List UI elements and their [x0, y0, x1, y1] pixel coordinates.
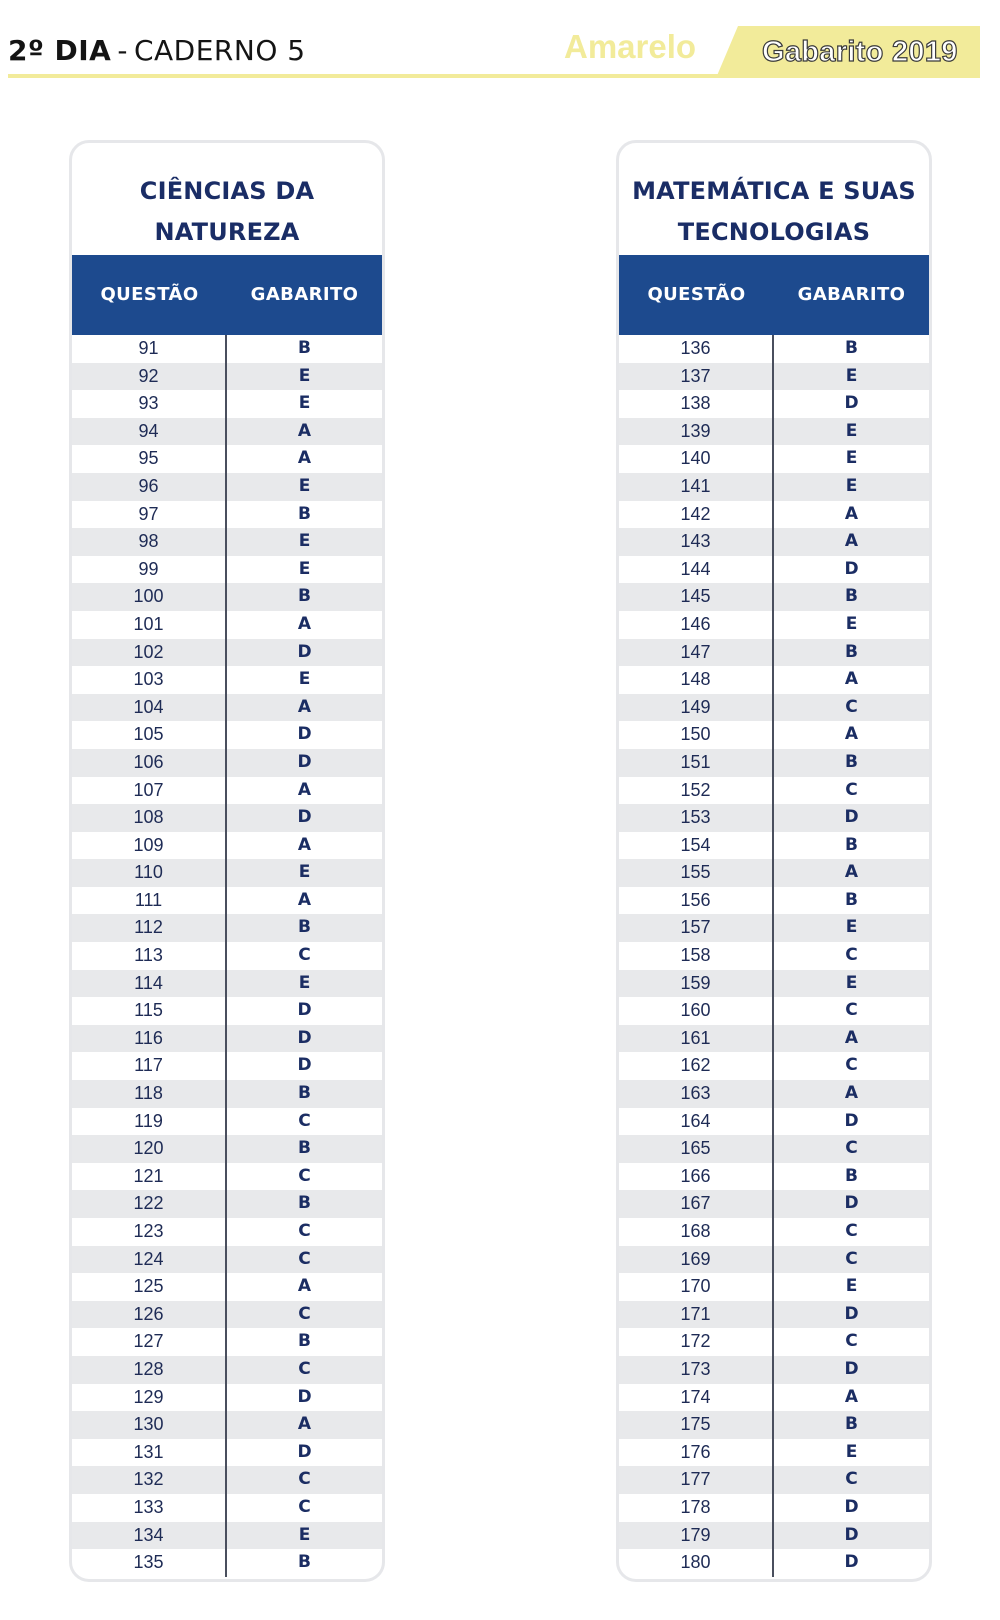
answer-letter: A: [297, 696, 312, 717]
table-row: [619, 1190, 929, 1218]
table-row: [72, 1025, 382, 1053]
table-row: [72, 1522, 382, 1550]
table-row: [619, 1522, 929, 1550]
table-row: [72, 1466, 382, 1494]
question-number: 157: [619, 914, 774, 942]
question-number: 140: [619, 445, 774, 473]
answer-letter: C: [298, 945, 311, 966]
answer-letter: B: [298, 586, 311, 607]
answer-letter: A: [297, 420, 312, 441]
answer-letter: A: [297, 448, 312, 469]
table-row: [619, 390, 929, 418]
table-row: [619, 1052, 929, 1080]
question-number: 119: [72, 1108, 227, 1136]
table-row: [619, 363, 929, 391]
table-row: [619, 1163, 929, 1191]
question-number: 166: [619, 1163, 774, 1191]
question-number: 168: [619, 1218, 774, 1246]
table-row: [72, 1494, 382, 1522]
answer-letter: E: [845, 917, 858, 938]
answer-letter: B: [298, 503, 311, 524]
question-number: 154: [619, 832, 774, 860]
answer-letter: E: [298, 365, 311, 386]
table-row: [72, 1411, 382, 1439]
answer-letter: B: [298, 917, 311, 938]
question-number: 126: [72, 1301, 227, 1329]
table-row: [72, 639, 382, 667]
answer-letter: D: [297, 1386, 312, 1407]
question-number: 169: [619, 1246, 774, 1274]
question-number: 118: [72, 1080, 227, 1108]
table-row: [72, 418, 382, 446]
answer-letter: B: [298, 1083, 311, 1104]
question-number: 148: [619, 666, 774, 694]
table-row: [619, 1080, 929, 1108]
question-number: 134: [72, 1522, 227, 1550]
answer-letter: D: [844, 1110, 859, 1131]
table-row: [72, 887, 382, 915]
mathematics-title: [619, 171, 929, 253]
question-number: 113: [72, 942, 227, 970]
answer-letter: C: [845, 1331, 858, 1352]
question-number: 110: [72, 859, 227, 887]
question-number: 122: [72, 1190, 227, 1218]
answer-letter: D: [297, 641, 312, 662]
question-number: 133: [72, 1494, 227, 1522]
question-number: 103: [72, 666, 227, 694]
booklet-color: Amarelo: [564, 28, 697, 65]
table-row: [72, 1163, 382, 1191]
question-number: 141: [619, 473, 774, 501]
answer-letter: C: [845, 1138, 858, 1159]
question-number: 107: [72, 777, 227, 805]
answer-letter: E: [845, 1441, 858, 1462]
question-number: 173: [619, 1356, 774, 1384]
table-row: [619, 583, 929, 611]
question-number: 178: [619, 1494, 774, 1522]
question-number: 93: [72, 390, 227, 418]
answer-letter: D: [844, 1193, 859, 1214]
question-number: 153: [619, 804, 774, 832]
table-row: [72, 390, 382, 418]
table-row: [72, 721, 382, 749]
answer-letter: E: [845, 448, 858, 469]
answer-letter: D: [844, 1358, 859, 1379]
table-row: [619, 749, 929, 777]
question-number: 104: [72, 694, 227, 722]
question-number: 127: [72, 1328, 227, 1356]
question-number: 152: [619, 777, 774, 805]
table-row: [72, 363, 382, 391]
answer-letter: D: [297, 1441, 312, 1462]
question-number: 162: [619, 1052, 774, 1080]
table-row: [619, 335, 929, 363]
answer-letter: B: [845, 586, 858, 607]
question-number: 144: [619, 556, 774, 584]
exam-day: 2º DIA: [8, 34, 112, 67]
answer-letter: E: [845, 613, 858, 634]
question-number: 135: [72, 1549, 227, 1577]
answer-letter: E: [845, 420, 858, 441]
table-row: [619, 1246, 929, 1274]
question-number: 129: [72, 1384, 227, 1412]
answer-letter: C: [845, 779, 858, 800]
answer-letter: C: [298, 1469, 311, 1490]
answer-letter: C: [298, 1358, 311, 1379]
table-row: [619, 777, 929, 805]
table-row: [72, 1080, 382, 1108]
header-underline: [8, 74, 720, 78]
answer-letter: E: [298, 669, 311, 690]
table-row: [619, 1411, 929, 1439]
table-row: [619, 887, 929, 915]
table-row: [72, 583, 382, 611]
table-row: [619, 473, 929, 501]
question-number: 112: [72, 914, 227, 942]
question-number: 142: [619, 501, 774, 529]
table-row: [619, 694, 929, 722]
answer-letter: A: [844, 862, 859, 883]
answer-letter: D: [844, 393, 859, 414]
question-number: 156: [619, 887, 774, 915]
question-number: 98: [72, 528, 227, 556]
question-number: 100: [72, 583, 227, 611]
question-number: 143: [619, 528, 774, 556]
answer-letter: D: [297, 1027, 312, 1048]
question-number: 105: [72, 721, 227, 749]
table-row: [619, 1108, 929, 1136]
answer-letter: B: [298, 338, 311, 358]
table-row: [72, 1135, 382, 1163]
table-row: [619, 997, 929, 1025]
question-number: 131: [72, 1439, 227, 1467]
answer-letter: B: [298, 1331, 311, 1352]
question-number: 106: [72, 749, 227, 777]
question-number: 114: [72, 970, 227, 998]
answer-letter: E: [298, 531, 311, 552]
table-row: [619, 1466, 929, 1494]
table-row: [619, 1328, 929, 1356]
question-number: 164: [619, 1108, 774, 1136]
table-row: [619, 501, 929, 529]
question-number: 177: [619, 1466, 774, 1494]
answer-letter: C: [298, 1221, 311, 1241]
question-number: 99: [72, 556, 227, 584]
table-row: [72, 1273, 382, 1301]
answer-letter: A: [297, 889, 312, 910]
table-row: [72, 832, 382, 860]
table-row: [72, 1328, 382, 1356]
question-number: 167: [619, 1190, 774, 1218]
question-number: 136: [619, 335, 774, 363]
table-row: [619, 528, 929, 556]
booklet-number: CADERNO 5: [133, 34, 306, 67]
question-number: 176: [619, 1439, 774, 1467]
question-number: 165: [619, 1135, 774, 1163]
table-row: [72, 749, 382, 777]
answer-rows: [619, 335, 929, 1577]
question-number: 97: [72, 501, 227, 529]
table-row: [72, 1356, 382, 1384]
table-row: [72, 528, 382, 556]
table-row: [72, 1108, 382, 1136]
answer-key-tab: [716, 26, 980, 78]
table-row: [72, 335, 382, 363]
question-number: 149: [619, 694, 774, 722]
answer-letter: C: [845, 1000, 858, 1021]
table-row: [72, 1190, 382, 1218]
table-row: [619, 1494, 929, 1522]
question-number: 180: [619, 1549, 774, 1577]
question-number: 117: [72, 1052, 227, 1080]
answer-letter: D: [844, 1524, 859, 1545]
answer-letter: B: [845, 641, 858, 662]
question-number: 123: [72, 1218, 227, 1246]
question-number: 158: [619, 942, 774, 970]
answer-letter: D: [844, 1496, 859, 1517]
page-header: [0, 0, 1000, 90]
answer-letter: A: [297, 1414, 312, 1435]
answer-letter: A: [297, 1276, 312, 1297]
table-row: [619, 1135, 929, 1163]
question-number: 116: [72, 1025, 227, 1053]
title-line-2: TECNOLOGIAS: [677, 218, 871, 246]
table-row: [72, 1549, 382, 1577]
question-number: 95: [72, 445, 227, 473]
mathematics-card: [616, 140, 932, 1582]
question-number: 151: [619, 749, 774, 777]
answer-letter: A: [844, 503, 859, 524]
table-row: [72, 777, 382, 805]
column-header-answer: GABARITO: [250, 284, 359, 305]
answer-letter: A: [844, 531, 859, 552]
question-number: 109: [72, 832, 227, 860]
table-row: [619, 1218, 929, 1246]
table-row: [619, 1384, 929, 1412]
answer-letter: E: [298, 558, 311, 579]
answer-letter: D: [844, 558, 859, 579]
table-row: [72, 942, 382, 970]
answer-letter: D: [844, 1552, 859, 1573]
question-number: 145: [619, 583, 774, 611]
table-row: [619, 445, 929, 473]
table-row: [619, 859, 929, 887]
question-number: 179: [619, 1522, 774, 1550]
answer-letter: E: [845, 365, 858, 386]
table-row: [72, 1218, 382, 1246]
question-number: 159: [619, 970, 774, 998]
table-row: [72, 473, 382, 501]
answer-letter: A: [297, 834, 312, 855]
table-header: [619, 255, 929, 335]
table-row: [72, 804, 382, 832]
answer-letter: D: [297, 807, 312, 828]
question-number: 120: [72, 1135, 227, 1163]
answer-letter: A: [844, 669, 859, 690]
table-row: [619, 611, 929, 639]
answer-letter: D: [297, 1055, 312, 1076]
table-row: [72, 611, 382, 639]
answer-letter: E: [298, 862, 311, 883]
table-row: [72, 501, 382, 529]
question-number: 128: [72, 1356, 227, 1384]
table-row: [72, 970, 382, 998]
answer-letter: C: [845, 1221, 858, 1241]
question-number: 150: [619, 721, 774, 749]
table-row: [72, 1439, 382, 1467]
table-row: [619, 1439, 929, 1467]
answer-letter: A: [297, 779, 312, 800]
table-row: [619, 832, 929, 860]
answer-letter: C: [298, 1496, 311, 1517]
answer-letter: C: [298, 1165, 311, 1186]
answer-letter: C: [298, 1110, 311, 1131]
answer-key-title: Gabarito 2019: [762, 36, 958, 68]
question-number: 111: [72, 887, 227, 915]
table-row: [72, 1246, 382, 1274]
answer-letter: E: [845, 972, 858, 993]
question-number: 170: [619, 1273, 774, 1301]
question-number: 115: [72, 997, 227, 1025]
table-row: [72, 666, 382, 694]
title-line-1: MATEMÁTICA E SUAS: [632, 177, 916, 205]
table-row: [619, 1356, 929, 1384]
answer-letter: A: [297, 613, 312, 634]
table-row: [72, 914, 382, 942]
answer-letter: E: [298, 393, 311, 414]
question-number: 92: [72, 363, 227, 391]
column-header-question: QUESTÃO: [647, 284, 746, 305]
question-number: 138: [619, 390, 774, 418]
table-row: [619, 804, 929, 832]
question-number: 132: [72, 1466, 227, 1494]
answer-letter: B: [845, 889, 858, 910]
answer-letter: A: [844, 1083, 859, 1104]
question-number: 102: [72, 639, 227, 667]
question-number: 94: [72, 418, 227, 446]
answer-letter: C: [845, 1469, 858, 1490]
table-row: [72, 997, 382, 1025]
answer-letter: D: [844, 1303, 859, 1324]
column-header-question: QUESTÃO: [100, 284, 199, 305]
answer-letter: E: [298, 475, 311, 496]
table-row: [619, 1025, 929, 1053]
header-separator: -: [117, 34, 128, 67]
answer-letter: E: [298, 972, 311, 993]
answer-letter: D: [297, 1000, 312, 1021]
answer-letter: A: [844, 1386, 859, 1407]
question-number: 130: [72, 1411, 227, 1439]
title-line-1: CIÊNCIAS DA NATUREZA: [139, 177, 315, 246]
table-row: [619, 914, 929, 942]
column-header-answer: GABARITO: [797, 284, 906, 305]
table-row: [72, 859, 382, 887]
table-row: [619, 639, 929, 667]
answer-letter: B: [298, 1193, 311, 1214]
answer-letter: C: [845, 945, 858, 966]
question-number: 175: [619, 1411, 774, 1439]
answer-letter: D: [297, 751, 312, 772]
table-row: [72, 694, 382, 722]
table-row: [619, 1301, 929, 1329]
question-number: 108: [72, 804, 227, 832]
table-row: [72, 556, 382, 584]
answer-letter: C: [298, 1248, 311, 1269]
answer-letter: B: [845, 834, 858, 855]
question-number: 101: [72, 611, 227, 639]
answer-letter: A: [844, 1027, 859, 1048]
answer-letter: B: [298, 1138, 311, 1159]
question-number: 163: [619, 1080, 774, 1108]
table-row: [619, 418, 929, 446]
question-number: 171: [619, 1301, 774, 1329]
answer-letter: B: [845, 751, 858, 772]
question-number: 147: [619, 639, 774, 667]
question-number: 146: [619, 611, 774, 639]
question-number: 96: [72, 473, 227, 501]
question-number: 137: [619, 363, 774, 391]
table-row: [619, 970, 929, 998]
question-number: 160: [619, 997, 774, 1025]
table-row: [619, 1549, 929, 1577]
answer-letter: D: [297, 724, 312, 745]
table-row: [72, 445, 382, 473]
answer-letter: B: [845, 1414, 858, 1435]
answer-letter: B: [298, 1552, 311, 1573]
answer-letter: C: [845, 1248, 858, 1269]
question-number: 121: [72, 1163, 227, 1191]
table-header: [72, 255, 382, 335]
answer-letter: C: [298, 1303, 311, 1324]
table-row: [72, 1301, 382, 1329]
natural-sciences-card: [69, 140, 385, 1582]
table-row: [619, 942, 929, 970]
table-row: [619, 1273, 929, 1301]
table-row: [72, 1052, 382, 1080]
answer-letter: A: [844, 724, 859, 745]
table-row: [619, 556, 929, 584]
answer-letter: C: [845, 1055, 858, 1076]
answer-letter: E: [298, 1524, 311, 1545]
question-number: 125: [72, 1273, 227, 1301]
answer-letter: C: [845, 696, 858, 717]
answer-letter: E: [845, 1276, 858, 1297]
table-row: [619, 666, 929, 694]
table-row: [72, 1384, 382, 1412]
answer-letter: D: [844, 807, 859, 828]
answer-rows: [72, 335, 382, 1577]
question-number: 174: [619, 1384, 774, 1412]
question-number: 91: [72, 335, 227, 363]
table-row: [619, 721, 929, 749]
question-number: 139: [619, 418, 774, 446]
answer-letter: B: [845, 338, 858, 358]
question-number: 124: [72, 1246, 227, 1274]
answer-letter: B: [845, 1165, 858, 1186]
exam-day-label: [8, 34, 306, 67]
answer-letter: E: [845, 475, 858, 496]
question-number: 161: [619, 1025, 774, 1053]
question-number: 172: [619, 1328, 774, 1356]
question-number: 155: [619, 859, 774, 887]
